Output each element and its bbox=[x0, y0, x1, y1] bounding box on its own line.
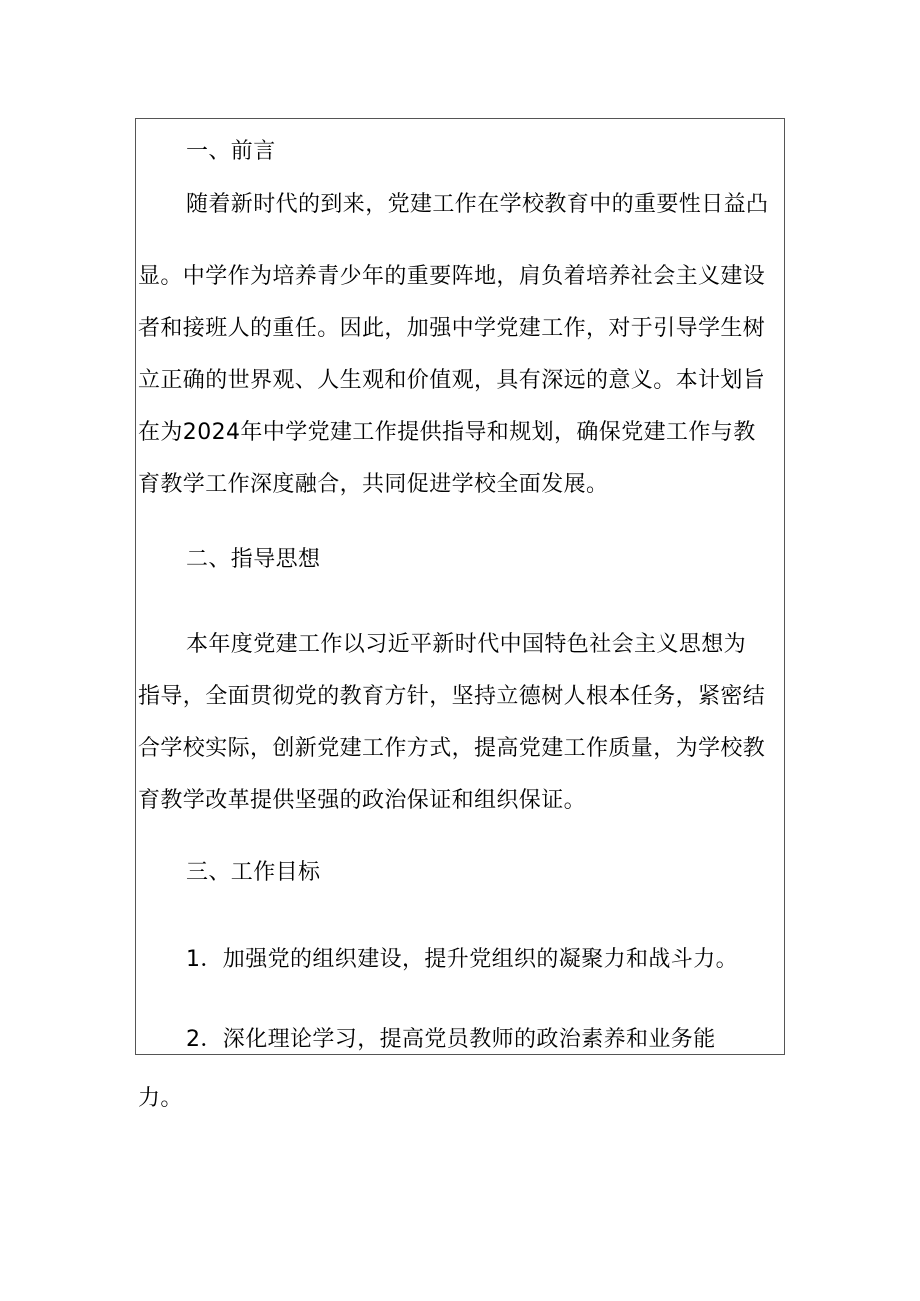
guiding-line-4: 育教学改革提供坚强的政治保证和组织保证。 bbox=[138, 788, 587, 813]
preface-line-5: 在为2024年中学党建工作提供指导和规划，确保党建工作与教 bbox=[138, 420, 756, 445]
goal-item-1: 1．加强党的组织建设，提升党组织的凝聚力和战斗力。 bbox=[186, 947, 738, 972]
guiding-line-2: 指导，全面贯彻党的教育方针，坚持立德树人根本任务，紧密结 bbox=[138, 684, 766, 709]
section-heading-guiding-ideology: 二、指导思想 bbox=[186, 547, 321, 572]
preface-line-2: 显。中学作为培养青少年的重要阵地，肩负着培养社会主义建设 bbox=[138, 264, 766, 289]
guiding-line-1: 本年度党建工作以习近平新时代中国特色社会主义思想为 bbox=[186, 632, 747, 657]
document-frame bbox=[135, 118, 785, 1055]
preface-line-4: 立正确的世界观、人生观和价值观，具有深远的意义。本计划旨 bbox=[138, 368, 766, 393]
goal-item-2: 2．深化理论学习，提高党员教师的政治素养和业务能 bbox=[186, 1027, 716, 1052]
section-heading-preface: 一、前言 bbox=[186, 139, 276, 164]
goal-item-2-continuation: 力。 bbox=[138, 1086, 183, 1111]
preface-line-1: 随着新时代的到来，党建工作在学校教育中的重要性日益凸 bbox=[186, 192, 769, 217]
section-heading-work-goals: 三、工作目标 bbox=[186, 860, 321, 885]
guiding-line-3: 合学校实际，创新党建工作方式，提高党建工作质量，为学校教 bbox=[138, 736, 766, 761]
preface-line-6: 育教学工作深度融合，共同促进学校全面发展。 bbox=[138, 472, 609, 497]
preface-line-3: 者和接班人的重任。因此，加强中学党建工作，对于引导学生树 bbox=[138, 316, 766, 341]
